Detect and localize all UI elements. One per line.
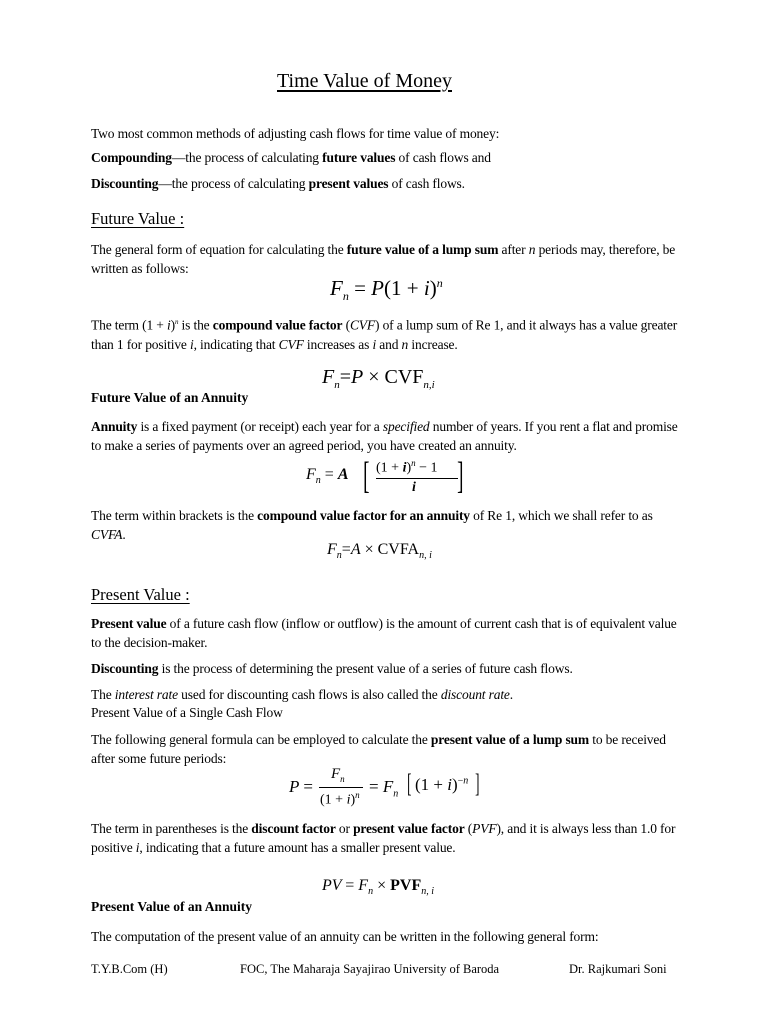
future-value-paragraph — [91, 240, 681, 278]
text: —the process of calculating — [171, 150, 323, 165]
text: increase. — [408, 336, 458, 352]
discounting-paragraph — [91, 659, 681, 678]
emphasis: interest rate — [114, 687, 178, 702]
abbreviation: CVF — [278, 336, 304, 352]
page-title: Time Value of Money — [277, 70, 452, 92]
key-term: present value of a lump sum — [430, 732, 590, 747]
equation-present-value: P = $F_n$ $(1 + i)^n$ = $F_n$ [ $(1 + i)^{-n}$ ] — [289, 766, 480, 808]
emphasis: discount rate — [440, 687, 510, 702]
key-term: present value factor — [353, 821, 465, 836]
key-term: future values — [322, 150, 396, 165]
text: —the process of calculating — [158, 176, 309, 191]
text: . — [122, 527, 126, 542]
equation-pv-pvf: PV = $F_n \times PVF_{n, i}$ — [322, 877, 434, 898]
equation-fv-annuity: $F_n = A$ [ $(1 + i)^n - 1$ i ] — [306, 455, 464, 497]
variable: i — [189, 336, 194, 352]
footer-right: Dr. Rajkumari Soni — [569, 962, 667, 976]
variable: i — [135, 840, 140, 855]
text: increases as — [303, 336, 373, 352]
pva-heading: Present Value of an Annuity — [91, 899, 253, 914]
variable: n — [528, 242, 536, 257]
key-term: Annuity — [91, 419, 138, 434]
text: to be received after some future periods: — [91, 732, 666, 766]
text: ) — [170, 317, 175, 333]
term: Compounding — [91, 150, 172, 165]
equation-future-value-lump-sum: $F_n = P(1 + i)^n$ — [330, 276, 443, 304]
text: , indicating that a future amount has a smaller present value. — [139, 840, 456, 855]
present-value-heading: Present Value : — [91, 585, 190, 604]
text: is a fixed payment (or receipt) each year for a — [137, 419, 383, 434]
text: of cash flows. — [388, 176, 465, 191]
key-term: present values — [308, 176, 389, 191]
abbreviation: PVF — [472, 821, 497, 836]
text: The general form of equation for calculating the — [91, 242, 347, 257]
text: ( — [464, 821, 473, 836]
text: The term in parentheses is the — [91, 821, 252, 836]
key-term: discount factor — [251, 821, 336, 836]
text: The term within brackets is the — [91, 508, 258, 523]
future-value-heading: Future Value : — [91, 209, 185, 228]
pva-paragraph: The computation of the present value of an annuity can be written in the following general form: — [91, 929, 599, 944]
abbreviation: CVFA — [91, 527, 123, 542]
present-value-paragraph — [91, 614, 681, 652]
equation-fv-cvf: $F_n=P \times CVF_{n,i}$ — [322, 366, 435, 391]
pvf-paragraph — [91, 819, 681, 857]
cvf-paragraph — [91, 313, 681, 354]
text: ), and it is always less than 1.0 for positive — [91, 821, 676, 855]
annuity-paragraph — [91, 417, 681, 455]
variable: i — [167, 317, 171, 333]
text: and — [376, 336, 402, 352]
text: ( — [342, 317, 350, 333]
footer-center: FOC, The Maharaja Sayajirao University of Baroda — [240, 962, 500, 976]
text: The — [91, 687, 115, 702]
emphasis: specified — [382, 419, 430, 434]
text: periods may, therefore, be written as follows: — [91, 242, 676, 276]
key-term: compound value factor — [212, 317, 343, 333]
equation-fv-cvfa: $F_n=A$ × $CVFA_{n, i}$ — [327, 541, 432, 562]
discounting-definition — [91, 174, 681, 193]
compounding-definition — [91, 148, 681, 167]
key-term: Discounting — [91, 661, 159, 676]
abbreviation: CVF — [349, 317, 376, 333]
text: , indicating that — [193, 336, 279, 352]
pv-single-subheading: Present Value of a Single Cash Flow — [91, 705, 283, 720]
key-term: Present value — [91, 616, 167, 631]
variable: n — [401, 336, 409, 352]
term: Discounting — [91, 176, 159, 191]
text: or — [335, 821, 354, 836]
text: of Re 1, which we shall refer to as — [469, 508, 653, 523]
fva-heading: Future Value of an Annuity — [91, 390, 249, 405]
intro-text: Two most common methods of adjusting cash flows for time value of money: — [91, 126, 500, 141]
text: The term (1 + — [91, 317, 167, 333]
variable: i — [372, 336, 377, 352]
text: The following general formula can be employed to calculate the — [91, 732, 431, 747]
text: used for discounting cash flows is also called the — [177, 687, 441, 702]
text: number of years. If you rent a flat and promise to make a series of payments over an agreed period, you have created an annuity. — [91, 419, 678, 453]
footer-left: T.Y.B.Com (H) — [91, 962, 168, 976]
cvfa-paragraph — [91, 506, 681, 544]
text: is the process of determining the present value of a series of future cash flows. — [158, 661, 573, 676]
key-term: future value of a lump sum — [346, 242, 499, 257]
text: . — [509, 687, 513, 702]
variable: n — [174, 318, 179, 326]
text: of cash flows and — [395, 150, 491, 165]
key-term: compound value factor for an annuity — [257, 508, 470, 523]
text: after — [498, 242, 529, 257]
text: is the — [178, 317, 213, 333]
text: ) of a lump sum of Re 1, and it always has a value greater than 1 for positive — [91, 317, 678, 352]
rate-paragraph — [91, 685, 681, 704]
pv-formula-paragraph — [91, 730, 681, 768]
text: of a future cash flow (inflow or outflow) is the amount of current cash that is of equivalent value to the decision-maker. — [91, 616, 677, 650]
